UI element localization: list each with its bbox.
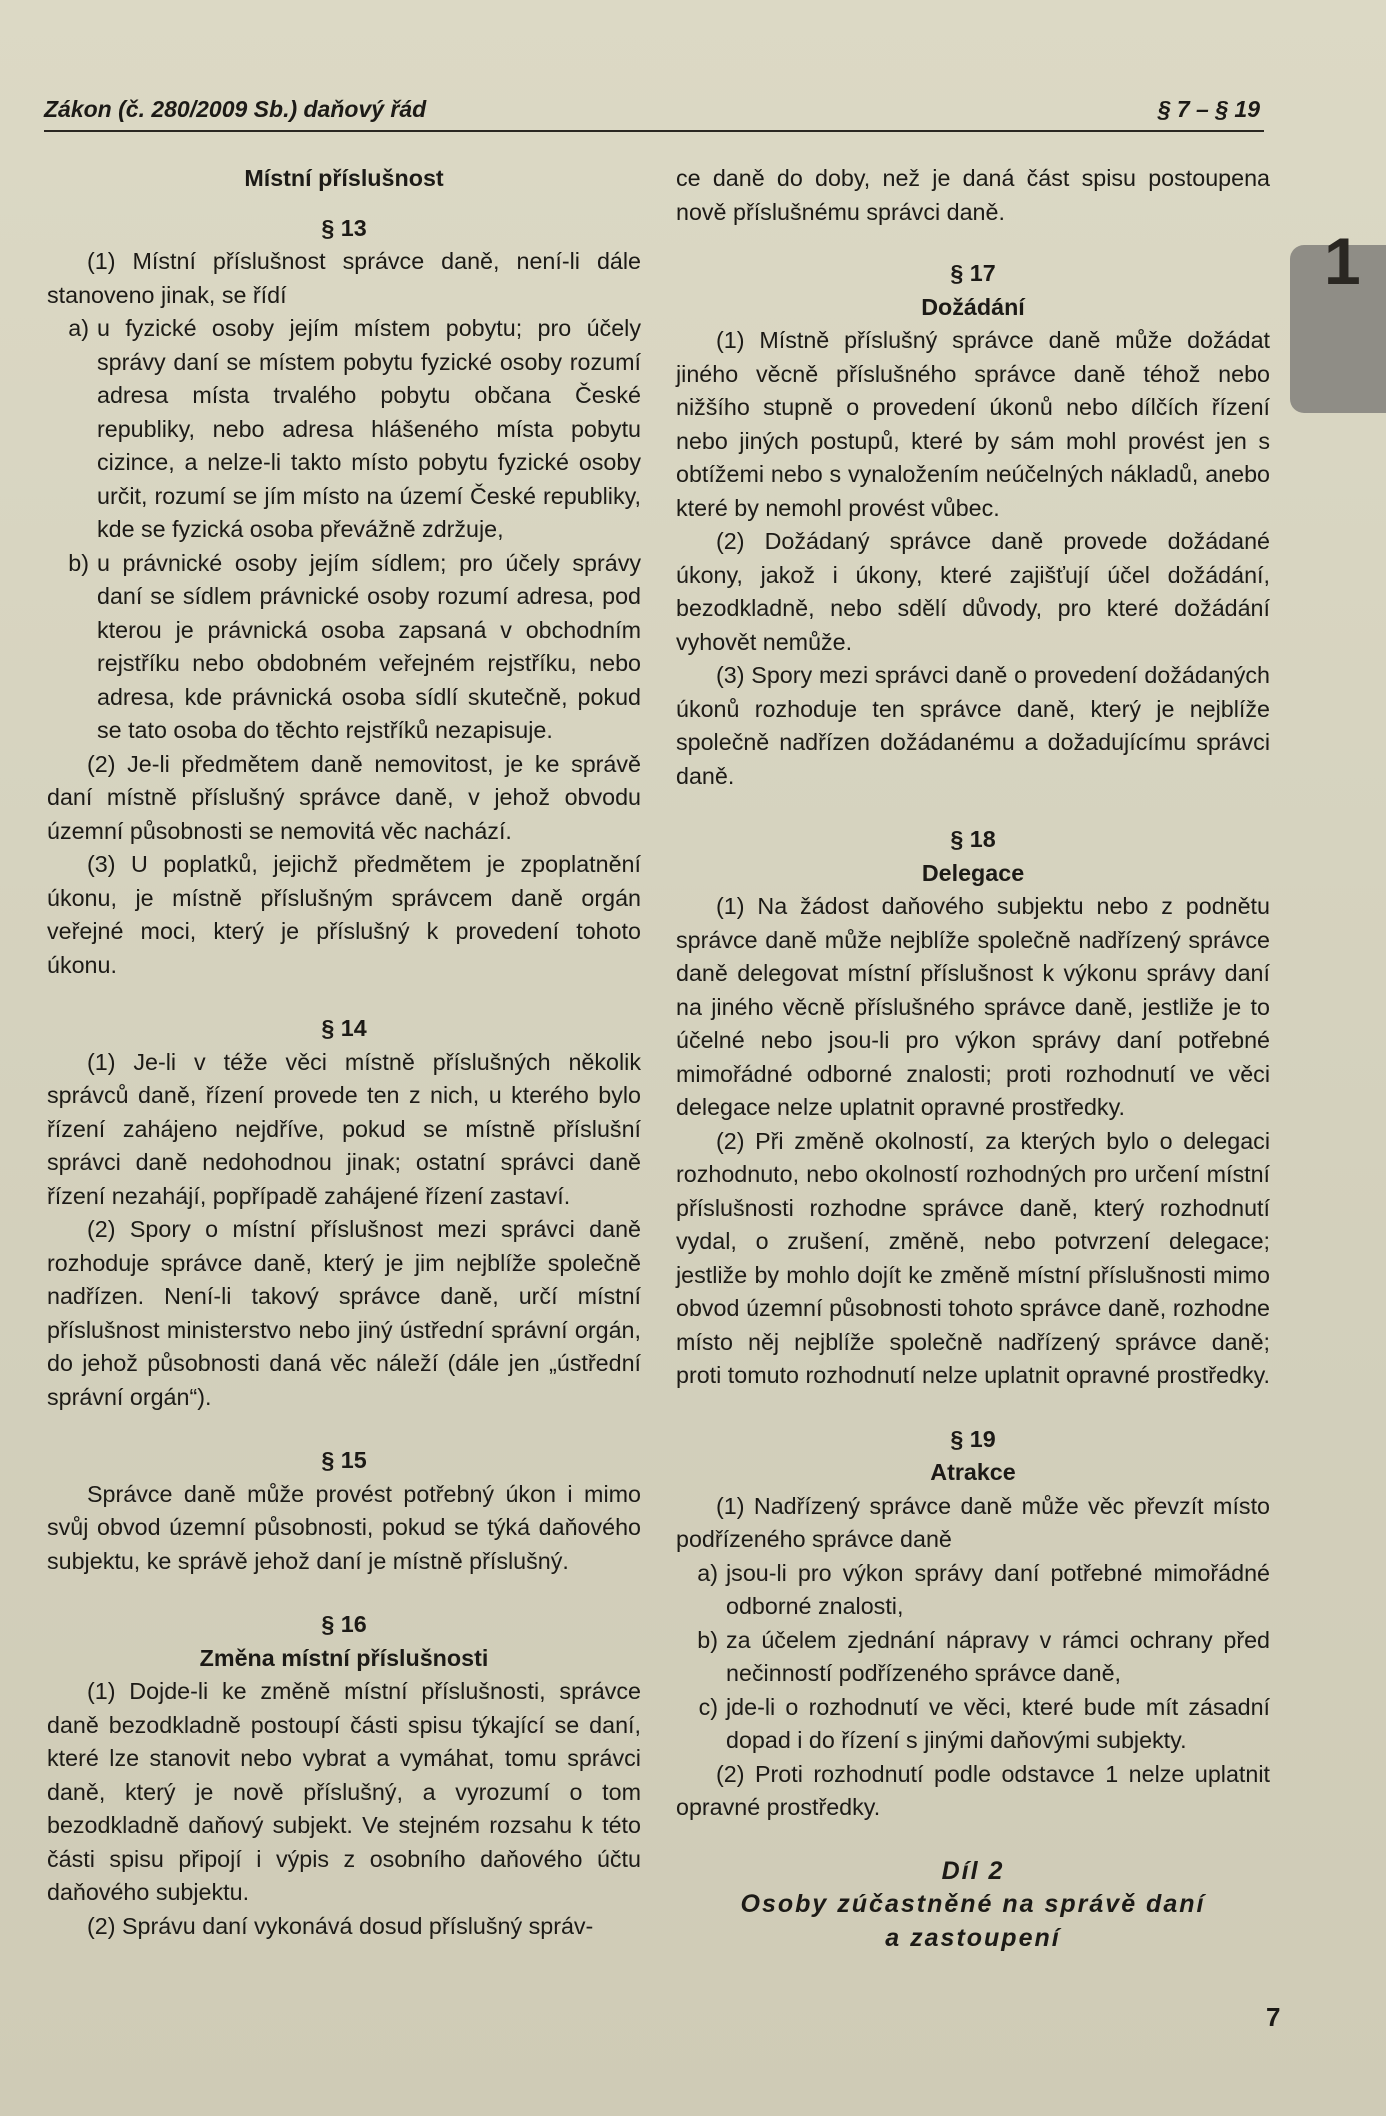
- left-column: [47, 162, 641, 1943]
- header-section-range: § 7 – § 19: [1157, 96, 1260, 122]
- s17-paragraph-2: (2) Dožádaný správce daně provede dožádané úkony, jakož i úkony, které zajišťují účel dožádání, bezodkladně, nebo sdělí důvody, pro které dožádání vyhovět nemůže.: [676, 528, 1270, 655]
- item-text: u právnické osoby jejím sídlem; pro účely správy daní se sídlem právnické osoby rozumí adresa, pod kterou je právnická osoba zapsaná v obchodním rejstříku nebo obdobném veřejném rejstříku, nebo adresa, kde právnická osoba sídlí skutečně, pokud se tato osoba do těchto rejstříků nezapisuje.: [97, 549, 641, 743]
- part-subtitle-line-2: a zastoupení: [885, 1923, 1061, 1952]
- s13-paragraph-2: (2) Je-li předmětem daně nemovitost, je ke správě daní místně příslušný správce daně, v jehož obvodu územní působnosti se nemovitá věc nachází.: [47, 750, 641, 844]
- s19-item-a: [676, 1557, 1270, 1624]
- heading-attraction: Atrakce: [930, 1459, 1016, 1485]
- heading-delegation: Delegace: [921, 859, 1025, 886]
- item-text: jsou-li pro výkon správy daní potřebné mimořádné odborné znalosti,: [726, 1559, 1270, 1619]
- s16-paragraph-1: (1) Dojde-li ke změně místní příslušnosti, správce daně bezodkladně postoupí části spisu týkající se daní, které lze stanovit nebo vybrat a vymáhat, tomu správci daně, který je nově příslušný, a vyrozumí o tom bezodkladně daňový subjekt. Ve stejném rozsahu k této části spisu připojí i výpis z osobního daňového účtu daňového subjektu.: [47, 1678, 641, 1905]
- item-text: u fyzické osoby jejím místem pobytu; pro účely správy daní se místem pobytu fyzické osoby rozumí adresa místa trvalého pobytu občana České republiky, nebo adresa hlášeného místa pobytu cizince, a nelze-li takto místo pobytu fyzické osoby určit, rozumí se jím místo na území České republiky, kde se fyzická osoba převážně zdržuje,: [97, 315, 641, 542]
- section-13-title: § 13: [321, 214, 367, 241]
- item-label: a): [68, 315, 89, 341]
- s16-paragraph-2-continued: ce daně do doby, než je daná část spisu postoupena nově příslušnému správci daně.: [676, 165, 1270, 225]
- thumb-tab-number: 1: [1324, 224, 1361, 298]
- s19-item-c: [676, 1691, 1270, 1758]
- s14-paragraph-2: (2) Spory o místní příslušnost mezi správci daně rozhoduje správce daně, který je jim nejblíže společně nadřízen. Není-li takový správce daně, určí místní příslušnost ministerstvo nebo jiný ústřední správní orgán, do jehož působnosti daná věc náleží (dále jen „ústřední správní orgán“).: [47, 1216, 641, 1410]
- item-label: b): [68, 549, 89, 576]
- s13-paragraph-1: (1) Místní příslušnost správce daně, není-li dále stanoveno jinak, se řídí: [47, 248, 641, 308]
- s16-paragraph-2: (2) Správu daní vykonává dosud příslušný správ-: [87, 1912, 594, 1939]
- s13-paragraph-3: (3) U poplatků, jejichž předmětem je zpoplatnění úkonu, je místně příslušným správcem daně orgán veřejné moci, který je příslušný k provedení tohoto úkonu.: [47, 851, 641, 978]
- part-title: Díl 2: [941, 1856, 1005, 1885]
- s18-paragraph-1: (1) Na žádost daňového subjektu nebo z podnětu správce daně může nejblíže společně nadřízený správce daně delegovat místní příslušnost k výkonu správy daní na jiného věcně příslušného správce daně, jestliže je to účelné nebo jsou-li pro výkon správy daní potřebné mimořádné odborné znalosti; proti rozhodnutí ve věci delegace nelze uplatnit opravné prostředky.: [676, 893, 1270, 1120]
- s19-paragraph-2: (2) Proti rozhodnutí podle odstavce 1 nelze uplatnit opravné prostředky.: [676, 1760, 1270, 1820]
- section-16-title: § 16: [321, 1611, 367, 1637]
- s17-paragraph-3: (3) Spory mezi správci daně o provedení dožádaných úkonů rozhoduje ten správce daně, který je nejblíže společně nadřízen dožádanému a dožadujícímu správci daně.: [676, 662, 1270, 789]
- item-label: b): [697, 1626, 718, 1653]
- s13-item-b: [47, 547, 641, 748]
- s19-paragraph-1: (1) Nadřízený správce daně může věc převzít místo podřízeného správce daně: [676, 1492, 1270, 1552]
- item-label: c): [698, 1693, 718, 1720]
- section-17-title: § 17: [950, 260, 996, 286]
- section-18-title: § 18: [950, 826, 996, 852]
- right-column: [676, 162, 1270, 1955]
- item-text: jde-li o rozhodnutí ve věci, které bude mít zásadní dopad i do řízení s jinými daňovými subjekty.: [726, 1693, 1270, 1753]
- running-header: [44, 92, 1264, 132]
- heading-change-of-jurisdiction: Změna místní příslušnosti: [199, 1644, 489, 1671]
- part-subtitle-line-1: Osoby zúčastněné na správě daní: [740, 1890, 1206, 1918]
- item-label: a): [697, 1559, 718, 1586]
- heading-request: Dožádání: [921, 293, 1025, 320]
- chapter-thumb-tab: [1290, 224, 1386, 413]
- s18-paragraph-2: (2) Při změně okolností, za kterých bylo o delegaci rozhodnuto, nebo okolností rozhodných pro určení místní příslušnosti rozhodne správce daně, který rozhodnutí vydal, o zrušení, změně, nebo potvrzení delegace; jestliže by mohlo dojít ke změně místní příslušnosti mimo obvod územní působnosti tohoto správce daně, rozhodne místo něj nejblíže společně nadřízený správce daně; proti tomuto rozhodnutí nelze uplatnit opravné prostředky.: [676, 1127, 1270, 1388]
- s15-paragraph-1: Správce daně může provést potřebný úkon i mimo svůj obvod územní působnosti, pokud se týká daňového subjektu, ke správě jehož daní je místně příslušný.: [47, 1480, 641, 1574]
- header-law-title: Zákon (č. 280/2009 Sb.) daňový řád: [44, 96, 427, 122]
- s14-paragraph-1: (1) Je-li v téže věci místně příslušných několik správců daně, řízení provede ten z nich, u kterého bylo řízení zahájeno nejdříve, pokud se místně příslušní správci daně nedohodnou jinak; ostatní správci daně řízení nezahájí, popřípadě zahájené řízení zastaví.: [47, 1048, 641, 1209]
- section-19-title: § 19: [950, 1425, 996, 1452]
- section-14-title: § 14: [321, 1015, 367, 1041]
- section-15-title: § 15: [321, 1447, 367, 1473]
- s13-item-a: [47, 312, 641, 547]
- s17-paragraph-1: (1) Místně příslušný správce daně může dožádat jiného věcně příslušného správce daně téhož nebo nižšího stupně o provedení úkonů nebo dílčích řízení nebo jiných postupů, které by sám mohl provést jen s obtížemi nebo s vynaložením neúčelných nákladů, anebo které by nemohl provést vůbec.: [676, 327, 1270, 521]
- page-number: 7: [1266, 2002, 1281, 2032]
- heading-local-jurisdiction: Místní příslušnost: [244, 165, 444, 191]
- s19-item-b: [676, 1624, 1270, 1691]
- item-text: za účelem zjednání nápravy v rámci ochrany před nečinností podřízeného správce daně,: [726, 1626, 1270, 1686]
